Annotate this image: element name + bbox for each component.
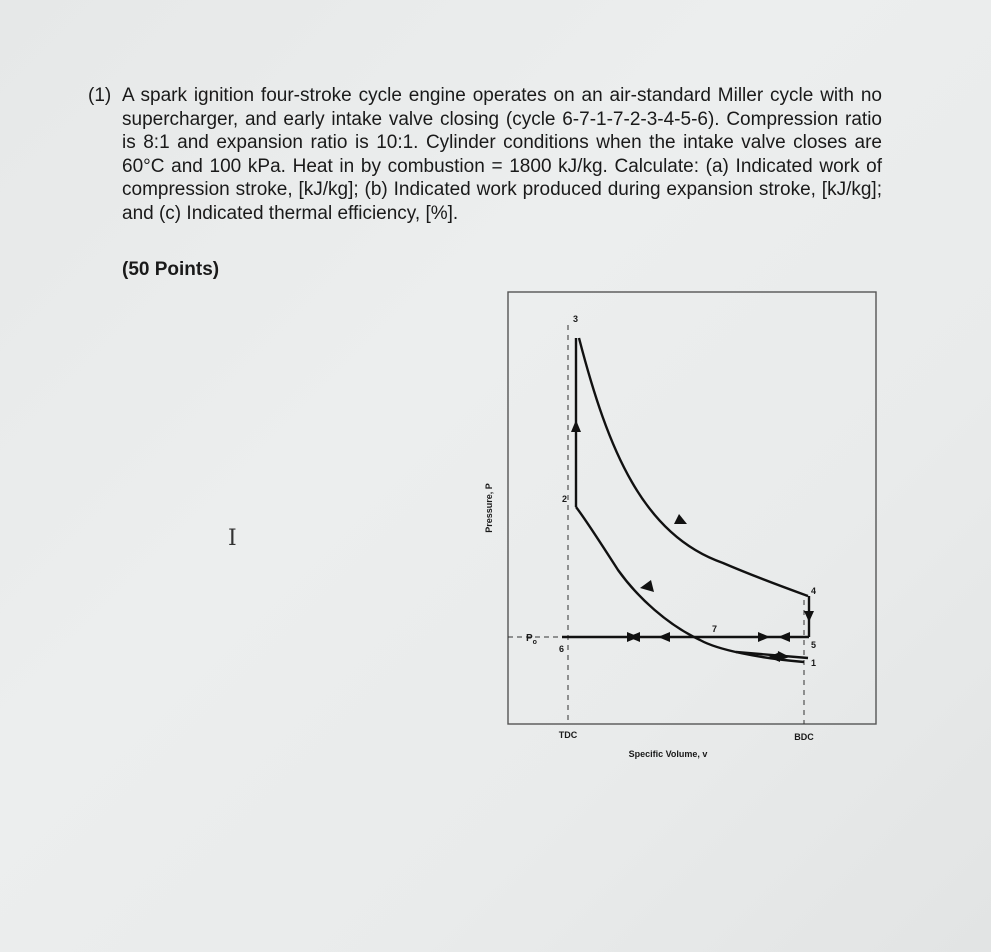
- p0-label: [526, 633, 537, 646]
- expansion-curve-3-4: [579, 338, 808, 596]
- point-3-label: 3: [573, 314, 579, 324]
- arrow-compression: [640, 580, 654, 592]
- y-axis-label: Pressure, P: [484, 483, 494, 533]
- pv-diagram: [478, 280, 898, 780]
- arrow-right-2: [758, 632, 770, 642]
- arrow-left-2: [658, 632, 670, 642]
- p0-label-subscript: o: [532, 639, 537, 646]
- pv-diagram-svg: [478, 280, 898, 780]
- point-1-label: 1: [811, 658, 817, 668]
- point-7-label: 7: [712, 624, 718, 634]
- question-number: (1): [88, 85, 112, 106]
- question-text: A spark ignition four-stroke cycle engine operates on an air-standard Miller cycle with no supercharger, and early intake valve closing (cycle 6-7-1-7-2-3-4-5-6). Compression ratio is 8:1 and expansion ratio is 10:1. Cylinder conditions when the intake valve closes are 60°C and 100 kPa. Heat in by combustion = 1800 kJ/kg. Calculate: (a) Indicated work of compression stroke, [kJ/kg]; (b) Indicated work produced during expansion stroke, [kJ/kg]; and (c) Indicated thermal efficiency, [%].: [122, 85, 882, 224]
- p0-label-main: P: [526, 633, 533, 644]
- compression-curve-1-2: [576, 507, 804, 662]
- tdc-label: TDC: [558, 730, 578, 740]
- text-cursor-icon: I: [228, 526, 237, 551]
- point-4-label: 4: [811, 586, 817, 596]
- plot-frame: [508, 292, 876, 724]
- x-axis-label: Specific Volume, v: [628, 749, 708, 759]
- bdc-label: BDC: [794, 732, 814, 742]
- point-5-label: 5: [811, 640, 817, 650]
- arrow-expansion: [674, 514, 687, 524]
- points-label: (50 Points): [122, 259, 220, 280]
- point-2-label: 2: [562, 494, 568, 504]
- arrow-up-2-3: [571, 420, 581, 432]
- arrow-down-4-5: [804, 611, 814, 622]
- arrow-left-3: [778, 632, 790, 642]
- point-6-label: 6: [559, 644, 565, 654]
